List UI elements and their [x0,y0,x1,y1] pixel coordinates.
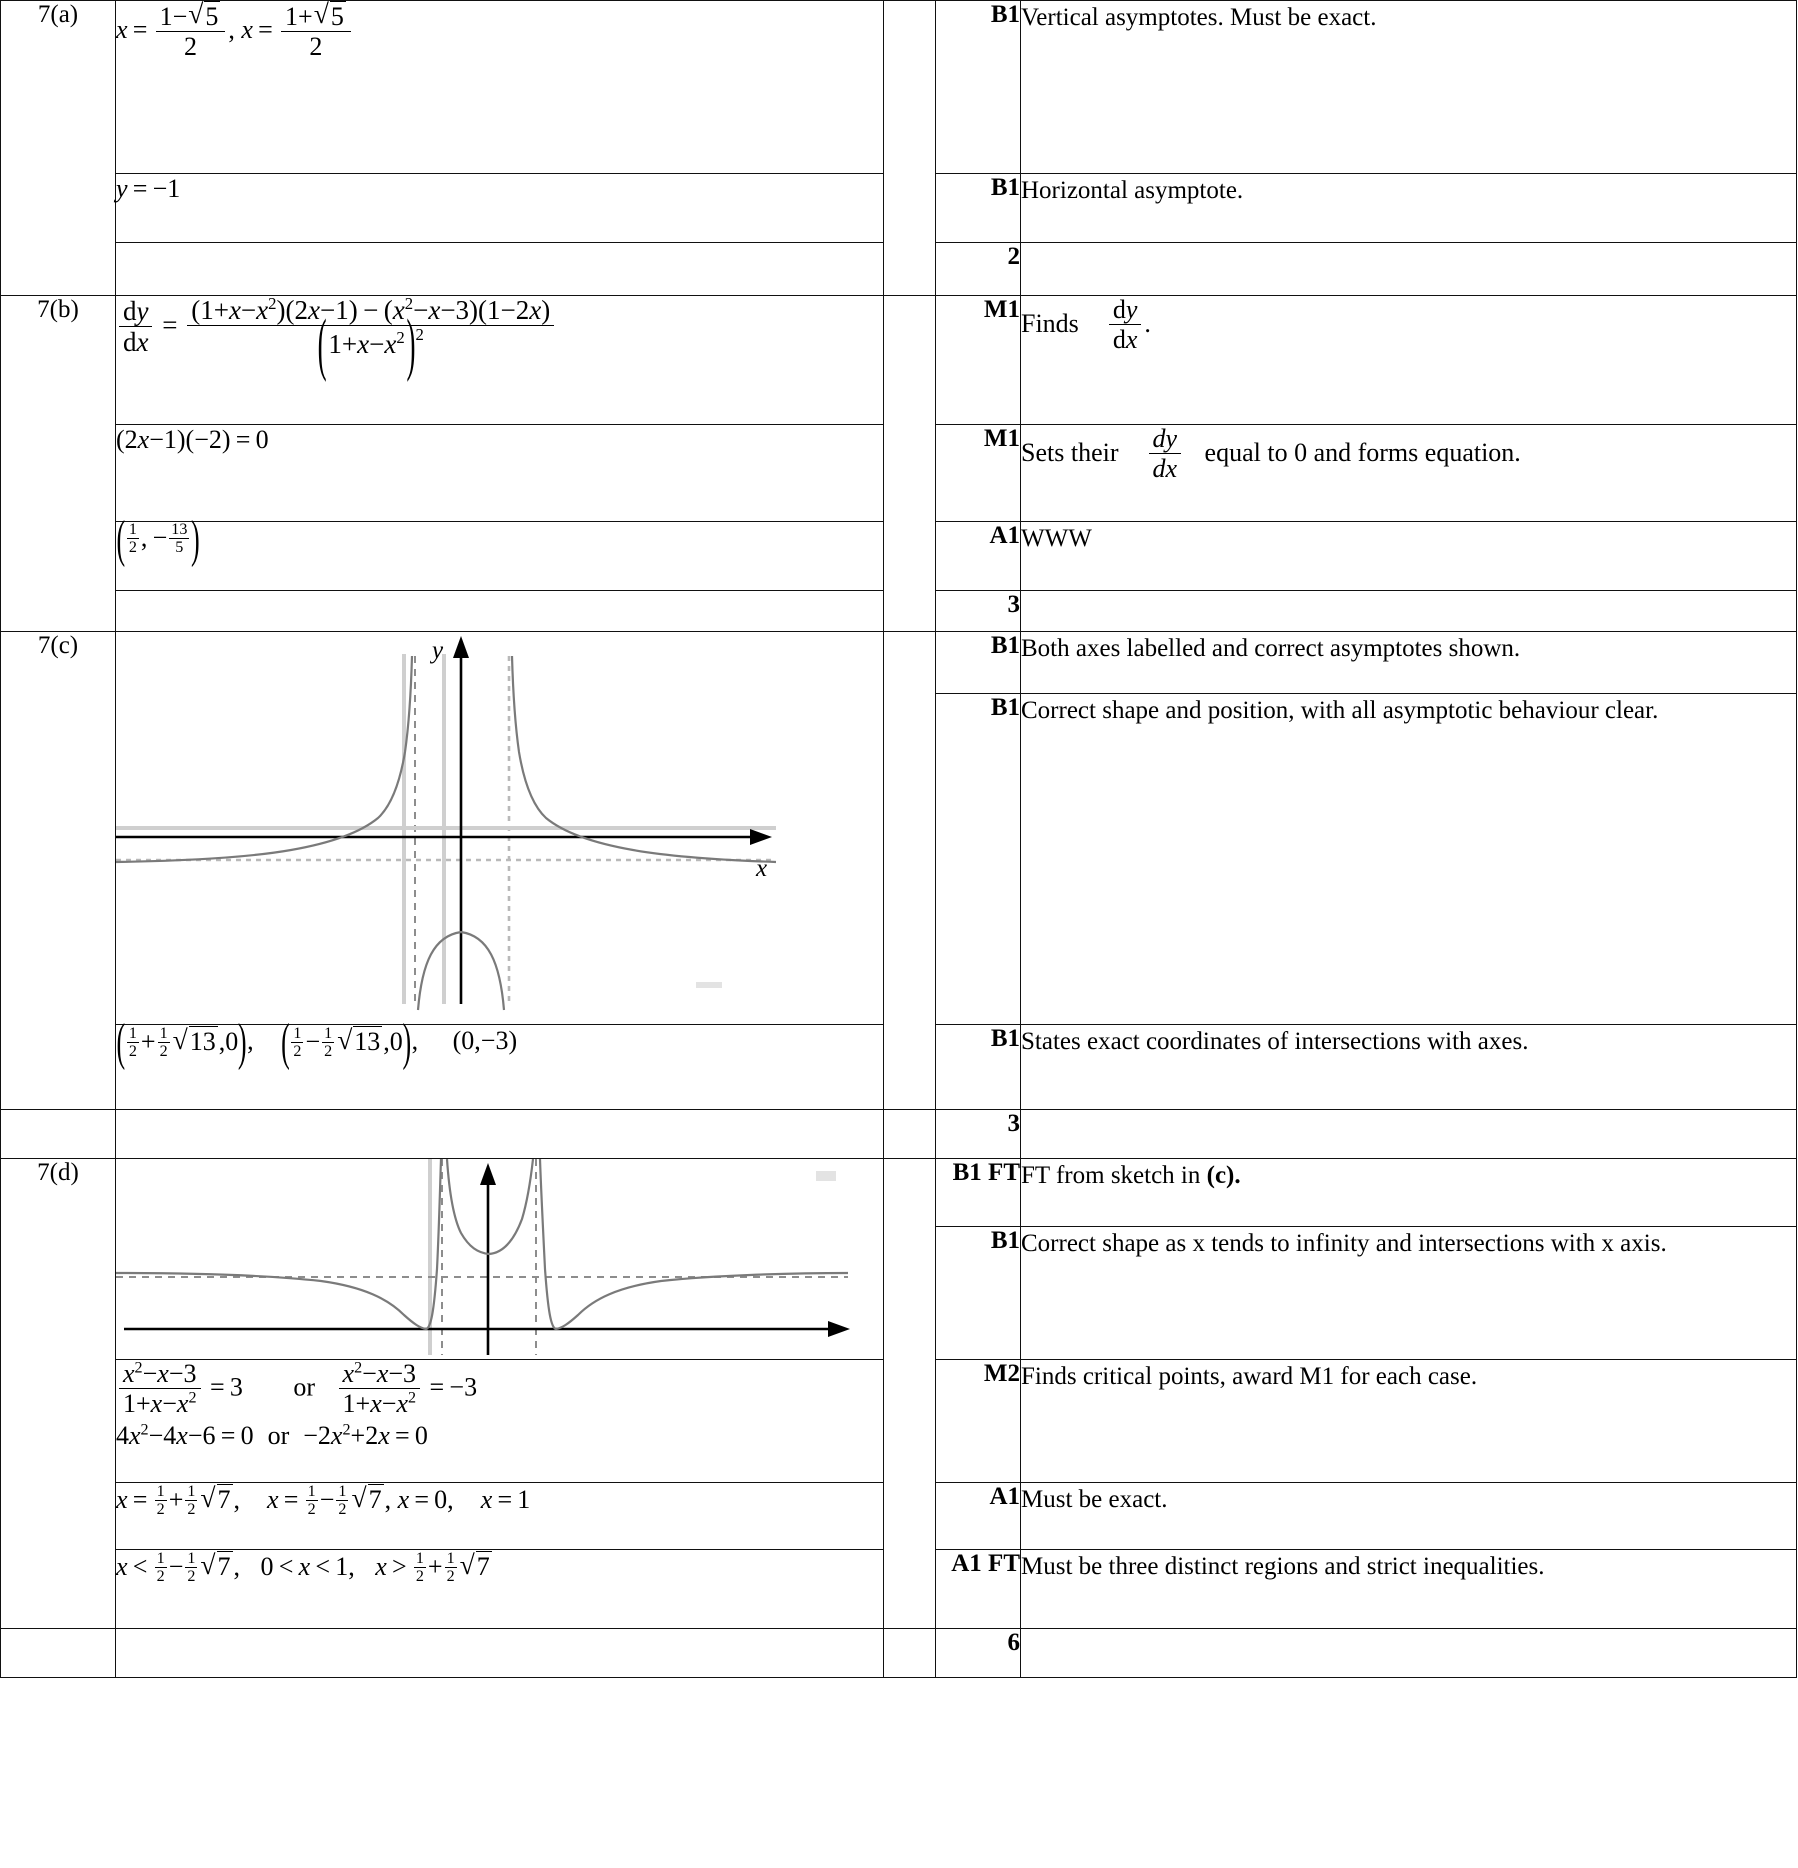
question-label-7a: 7(a) [1,1,116,296]
note-7b-2-prefix: Sets their [1021,437,1119,467]
note-7c-1: Both axes labelled and correct asymptotes shown. [1021,632,1797,694]
total-mark-7a: 2 [936,243,1021,296]
mark-7d-4: A1 [936,1483,1021,1550]
math-inequality-regions: x < $\frac{1}{2}$ − $\frac{1}{2}$ √ 7 , 0 < x < 1, x > $\frac{1}{2}$ + $\frac{1}{2}$ √ 7 [116,1552,493,1581]
x-axis-arrowhead-d [828,1321,850,1337]
note-7a-2: Horizontal asymptote. [1021,174,1797,243]
question-label-7b: 7(b) [1,296,116,632]
note-7d-1 [1021,1159,1797,1227]
mark-7d-3: M2 [936,1360,1021,1483]
note-7a-1: Vertical asymptotes. Must be exact. [1021,1,1797,174]
note-7b-2-text [1021,423,1521,483]
note-7b-1 [1021,296,1797,425]
math-derivative-quotient-rule: $\frac{dy}{dx}$ = $(1+x-x^2)(2x-1) - (x^2-x-3)(1-2x)$ ( $1+x-x^2$ ) $^2$ [116,310,557,340]
math-critical-values: x = $\frac{1}{2}$ + $\frac{1}{2}$ √ 7 , x = $\frac{1}{2}$ − $\frac{1}{2}$ √ 7 , x = 0, x = 1 [116,1485,530,1514]
curve-branch-right [512,656,776,862]
note-7b-1-prefix: Finds [1021,308,1079,338]
working-7c-intersections [116,1025,884,1110]
working-7d-blank [116,1629,884,1678]
table-row [1,1159,1797,1227]
question-label-7c: 7(c) [1,632,116,1110]
math-dydx-upright: $\frac{dy}{dx}$ [1109,295,1142,354]
note-7d-4: Must be exact. [1021,1483,1797,1550]
mark-7d-2: B1 [936,1227,1021,1360]
graph-7c [116,632,882,1024]
note-7d-2: Correct shape as x tends to infinity and intersections with x axis. [1021,1227,1797,1360]
mark-7b-2: M1 [936,425,1021,522]
spacer-column-d-total [884,1629,936,1678]
curve-branch-left [116,656,412,862]
note-7b-1-suffix: . [1144,308,1151,338]
y-axis-arrowhead-d [480,1163,496,1185]
question-label-7c-total-spacer [1,1110,116,1159]
total-mark-7d: 6 [936,1629,1021,1678]
scan-artefact-d [816,1171,836,1181]
mark-7c-3: B1 [936,1025,1021,1110]
total-mark-7b: 3 [936,591,1021,632]
table-row [1,1,1797,174]
y-axis-label: y [432,637,444,664]
curve-branch-right-d [540,1159,848,1329]
working-7d-critical-points [116,1360,884,1483]
mark-7d-1: B1 FT [936,1159,1021,1227]
spacer-column-d [884,1159,936,1629]
note-7b-2 [1021,425,1797,522]
mark-7b-3: A1 [936,522,1021,591]
note-7d-total [1021,1629,1797,1678]
working-7d-sketch [116,1159,884,1360]
spacer-column-c [884,632,936,1110]
working-7b-blank [116,591,884,632]
spacer-column-c-total [884,1110,936,1159]
scan-artefact [696,982,722,988]
mark-7d-5: A1 FT [936,1550,1021,1629]
mark-7a-1: B1 [936,1,1021,174]
total-mark-7c: 3 [936,1110,1021,1159]
working-7a-horizontal-asymptote [116,174,884,243]
table-row-total [1,1629,1797,1678]
working-7d-solution-set [116,1550,884,1629]
math-factorised-equation: (2x−1)(−2) = 0 [116,425,269,454]
mark-7a-2: B1 [936,174,1021,243]
table-row [1,632,1797,694]
note-7d-1-ref: (c). [1206,1162,1241,1189]
note-7a-total [1021,243,1797,296]
math-dydx-italic: $\frac{dy}{dx}$ [1149,424,1182,483]
table-row [1,296,1797,425]
working-7c-blank [116,1110,884,1159]
note-7d-3: Finds critical points, award M1 for each case. [1021,1360,1797,1483]
note-7c-3: States exact coordinates of intersections with axes. [1021,1025,1797,1110]
math-axis-intersections: ( $\frac{1}{2}$ + $\frac{1}{2}$ √ 13 ,0 ) , ( $\frac{1}{2}$ − $\frac{1}{2}$ √ 13 ,0 ) , (0,−3) [116,1026,517,1055]
working-7d-solutions [116,1483,884,1550]
note-7b-3: WWW [1021,522,1797,591]
working-7b-stationary-point [116,522,884,591]
math-quadratics: $4x^2-4x-6 = 0$ or $-2x^2+2x = 0$ [116,1421,428,1451]
math-stationary-point-coords: ( $\frac{1}{2}$ , − $\frac{13}{5}$ ) [116,523,200,552]
spacer-column-b [884,296,936,632]
math-vertical-asymptotes: x = $\frac{1- √ 5}{2}$ , x = $\frac{1+ √ 5}{2}$ [116,15,354,44]
working-7a-blank [116,243,884,296]
spacer-column-a [884,1,936,296]
math-horizontal-asymptote: y = −1 [116,174,181,203]
math-modulus-equations: $\frac{x^2-x-3}{1+x-x^2}$ = 3 or $\frac{x^2-x-3}{1+x-x^2}$ = −3 [116,1360,883,1419]
question-label-7d: 7(d) [1,1159,116,1629]
x-axis-arrowhead [750,829,772,845]
note-7b-2-suffix: equal to 0 and forms equation. [1204,437,1521,467]
note-7b-1-text [1021,294,1151,354]
note-7c-2: Correct shape and position, with all asymptotic behaviour clear. [1021,694,1797,1025]
question-label-7d-total-spacer [1,1629,116,1678]
working-7b-derivative [116,293,884,425]
y-axis-arrowhead [453,636,469,658]
note-7b-total [1021,591,1797,632]
working-7c-sketch [116,632,884,1025]
note-7d-1-text: FT from sketch in [1021,1162,1207,1189]
x-axis-label: x [756,855,768,882]
mark-7c-2: B1 [936,694,1021,1025]
graph-7d [116,1159,882,1359]
mark-7b-1: M1 [936,296,1021,425]
table-row-total [1,1110,1797,1159]
working-7b-set-zero [116,425,884,522]
working-7a-vertical-asymptotes [116,1,884,174]
note-7c-total [1021,1110,1797,1159]
note-7d-5: Must be three distinct regions and strict inequalities. [1021,1550,1797,1629]
mark-7c-1: B1 [936,632,1021,694]
curve-branch-left-d [116,1159,441,1329]
